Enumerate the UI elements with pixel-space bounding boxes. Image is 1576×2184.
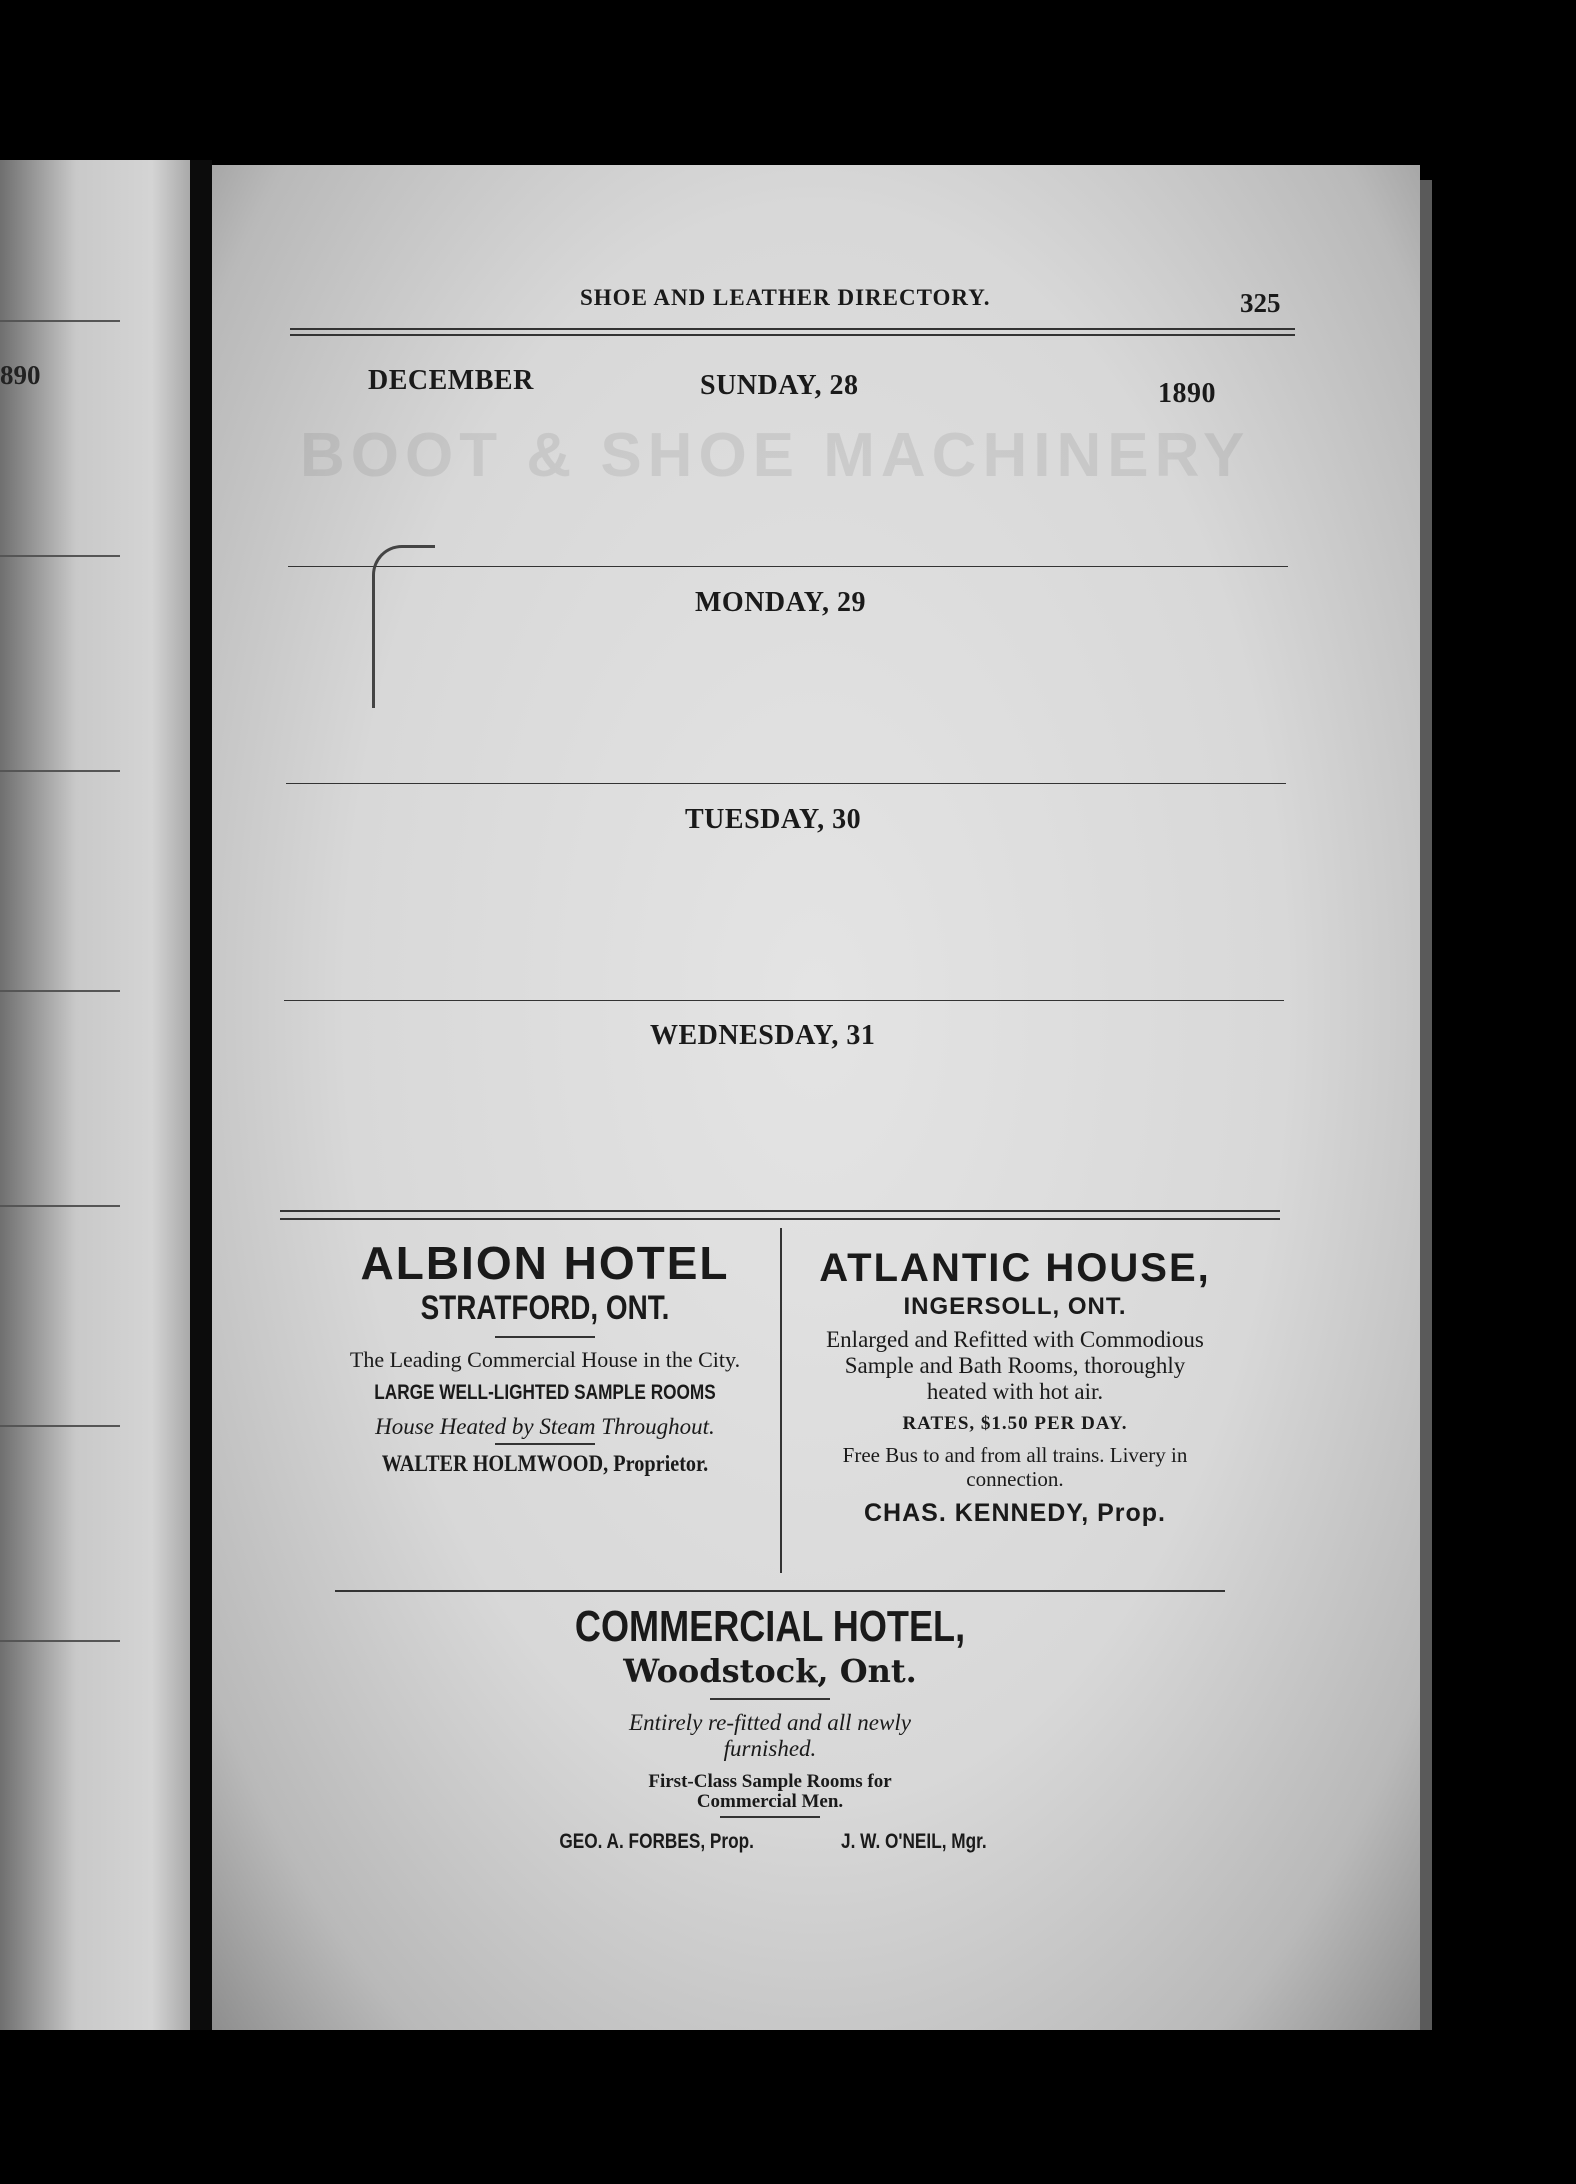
ad-rule xyxy=(495,1443,595,1445)
left-rule xyxy=(0,555,120,557)
day-heading: MONDAY, 29 xyxy=(695,587,866,618)
left-rule xyxy=(0,1425,120,1427)
ad-manager: J. W. O'NEIL, Mgr. xyxy=(840,1830,987,1853)
ad-hotel-name: ALBION HOTEL xyxy=(360,1237,730,1289)
left-page-fragment xyxy=(0,160,190,2030)
header-rule xyxy=(290,328,1295,330)
left-rule xyxy=(0,320,120,322)
ad-rule xyxy=(720,1816,820,1818)
header-rule xyxy=(290,334,1295,336)
ad-feature: LARGE WELL-LIGHTED SAMPLE ROOMS xyxy=(374,1381,716,1404)
ad-description: The Leading Commercial House in the City. xyxy=(349,1347,741,1372)
section-rule xyxy=(280,1218,1280,1220)
atlantic-house-ad xyxy=(790,1245,1240,1528)
ad-rule xyxy=(710,1698,830,1700)
ad-description: Enlarged and Refitted with Commodious Sample and Bath Rooms, thoroughly heated with hot air. xyxy=(826,1327,1204,1404)
left-rule xyxy=(0,990,120,992)
ad-hotel-name: ATLANTIC HOUSE, xyxy=(819,1246,1211,1290)
commercial-hotel-ad xyxy=(510,1602,1030,1854)
page-number: 325 xyxy=(1240,288,1281,318)
ad-rates: RATES, $1.50 PER DAY. xyxy=(902,1413,1128,1434)
left-rule xyxy=(0,1205,120,1207)
calendar-month: DECEMBER xyxy=(368,365,534,396)
ad-heating: House Heated by Steam Throughout. xyxy=(375,1414,715,1439)
day-heading: TUESDAY, 30 xyxy=(685,804,862,835)
ad-rule xyxy=(495,1336,595,1338)
day-heading: SUNDAY, 28 xyxy=(700,370,859,401)
pencil-mark xyxy=(372,545,435,708)
day-divider xyxy=(288,566,1288,567)
ad-column-divider xyxy=(780,1228,782,1573)
ad-proprietor: CHAS. KENNEDY, Prop. xyxy=(864,1499,1166,1527)
left-rule xyxy=(0,1640,120,1642)
ad-separator xyxy=(335,1590,1225,1592)
bleed-through-text: BOOT & SHOE MACHINERY xyxy=(300,421,1251,490)
ad-feature: First-Class Sample Rooms for Commercial Men. xyxy=(648,1771,892,1812)
ad-proprietor: GEO. A. FORBES, Prop. xyxy=(558,1830,754,1853)
calendar-year: 1890 xyxy=(1158,378,1216,409)
running-header: SHOE AND LEATHER DIRECTORY. xyxy=(580,285,991,310)
albion-hotel-ad xyxy=(325,1238,765,1477)
ad-hotel-name: COMMERCIAL HOTEL, xyxy=(574,1602,966,1651)
ad-location: Woodstock, Ont. xyxy=(623,1652,917,1690)
day-divider xyxy=(284,1000,1284,1001)
ad-staff xyxy=(510,1830,1030,1854)
day-heading: WEDNESDAY, 31 xyxy=(650,1020,876,1051)
ad-transport: Free Bus to and from all trains. Livery in connection. xyxy=(842,1443,1188,1491)
page-edge xyxy=(1420,180,1432,2030)
ad-description: Entirely re-fitted and all newly furnished. xyxy=(629,1710,911,1761)
left-rule xyxy=(0,770,120,772)
ad-location: INGERSOLL, ONT. xyxy=(903,1293,1127,1320)
ad-proprietor: WALTER HOLMWOOD, Proprietor. xyxy=(381,1451,709,1476)
section-rule xyxy=(280,1210,1280,1212)
left-page-year: 890 xyxy=(0,360,41,390)
page-gutter xyxy=(190,160,212,2030)
ad-location: STRATFORD, ONT. xyxy=(420,1289,670,1327)
day-divider xyxy=(286,783,1286,784)
